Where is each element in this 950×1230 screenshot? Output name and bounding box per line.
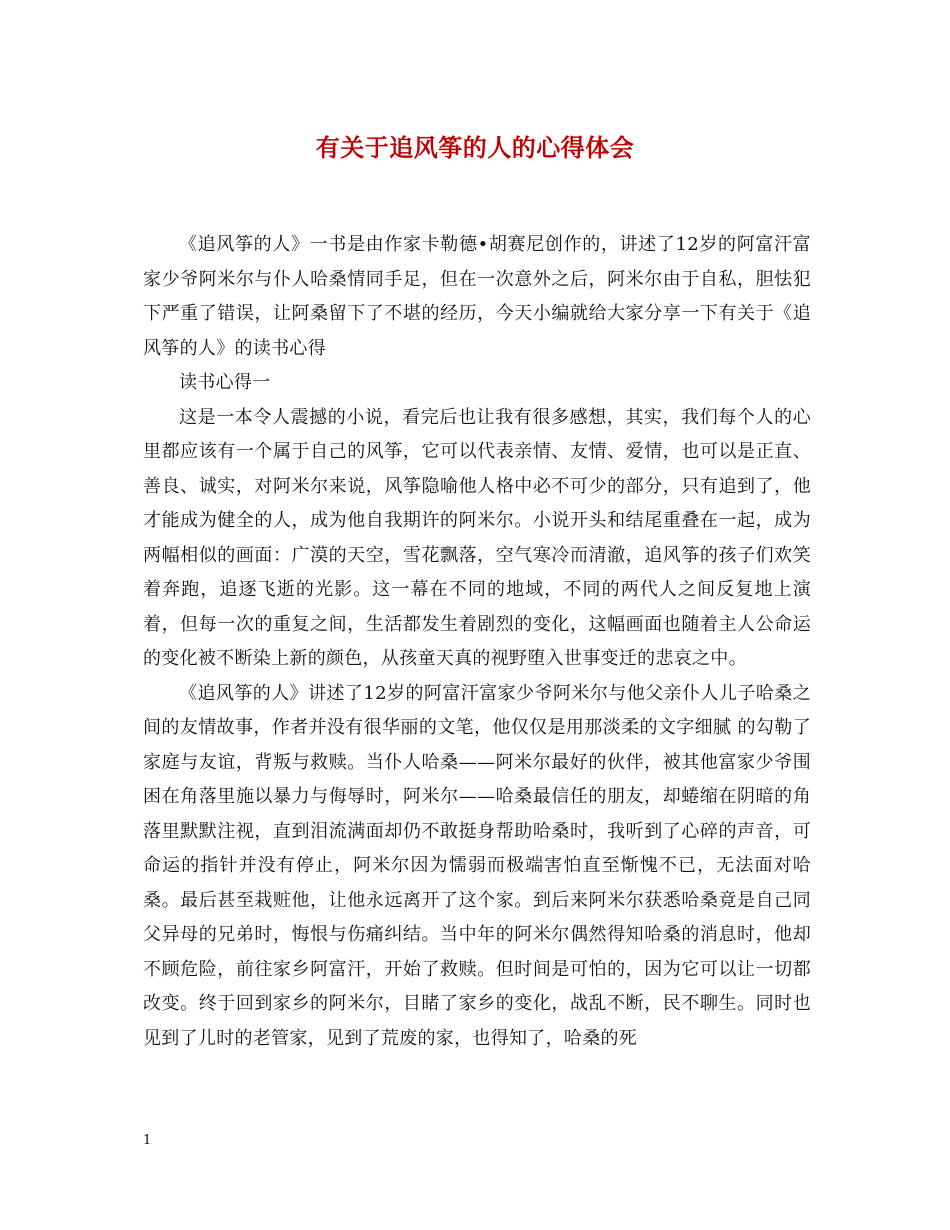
- body-paragraph-2: 《追风筝的人》讲述了12岁的阿富汗富家少爷阿米尔与他父亲仆人儿子哈桑之间的友情故事，作者并没有很华丽的文笔，他仅仅是用那淡柔的文字细腻 的勾勒了家庭与友谊，背叛与救赎。当仆人哈桑——阿米尔最好的伙伴，被其他富家少爷围困在角落里施以暴力与侮辱时，阿米尔——哈桑最信任的朋友，却蜷缩在阴暗的角落里默默注视，直到泪流满面却仍不敢挺身帮助哈桑时，我听到了心碎的声音，可命运的指针并没有停止，阿米尔因为懦弱而极端害怕直至惭愧不已，无法面对哈桑。最后甚至栽赃他，让他永远离开了这个家。到后来阿米尔获悉哈桑竟是自己同父异母的兄弟时，悔恨与伤痛纠结。当中年的阿米尔偶然得知哈桑的消息时，他却不顾危险，前往家乡阿富汗，开始了救赎。但时间是可怕的，因为它可以让一切都改变。终于回到家乡的阿米尔，目睹了家乡的变化，战乱不断，民不聊生。同时也见到了儿时的老管家，见到了荒废的家，也得知了，哈桑的死: [143, 682, 811, 1049]
- page-number: 1: [143, 1133, 152, 1148]
- document-body: [143, 228, 811, 1056]
- body-paragraph-1: 这是一本令人震撼的小说，看完后也让我有很多感想，其实，我们每个人的心里都应该有一个属于自己的风筝，它可以代表亲情、友情、爱情，也可以是正直、善良、诚实，对阿米尔来说，风筝隐喻他人格中必不可少的部分，只有追到了，他才能成为健全的人，成为他自我期许的阿米尔。小说开头和结尾重叠在一起，成为两幅相似的画面：广漠的天空，雪花飘落，空气寒冷而清澈，追风筝的孩子们欢笑着奔跑，追逐飞逝的光影。这一幕在不同的地域，不同的两代人之间反复地上演着，但每一次的重复之间，生活都发生着剧烈的变化，这幅画面也随着主人公命运的变化被不断染上新的颜色，从孩童天真的视野堕入世事变迁的悲哀之中。: [143, 406, 811, 669]
- document-title: 有关于追风筝的人的心得体会: [315, 133, 635, 162]
- intro-paragraph: 《追风筝的人》一书是由作家卡勒德•胡赛尼创作的，讲述了12岁的阿富汗富家少爷阿米尔与仆人哈桑情同手足，但在一次意外之后，阿米尔由于自私，胆怯犯下严重了错误，让阿桑留下了不堪的经历，今天小编就给大家分享一下有关于《追风筝的人》的读书心得: [143, 234, 811, 359]
- section-heading: 读书心得一: [179, 372, 271, 393]
